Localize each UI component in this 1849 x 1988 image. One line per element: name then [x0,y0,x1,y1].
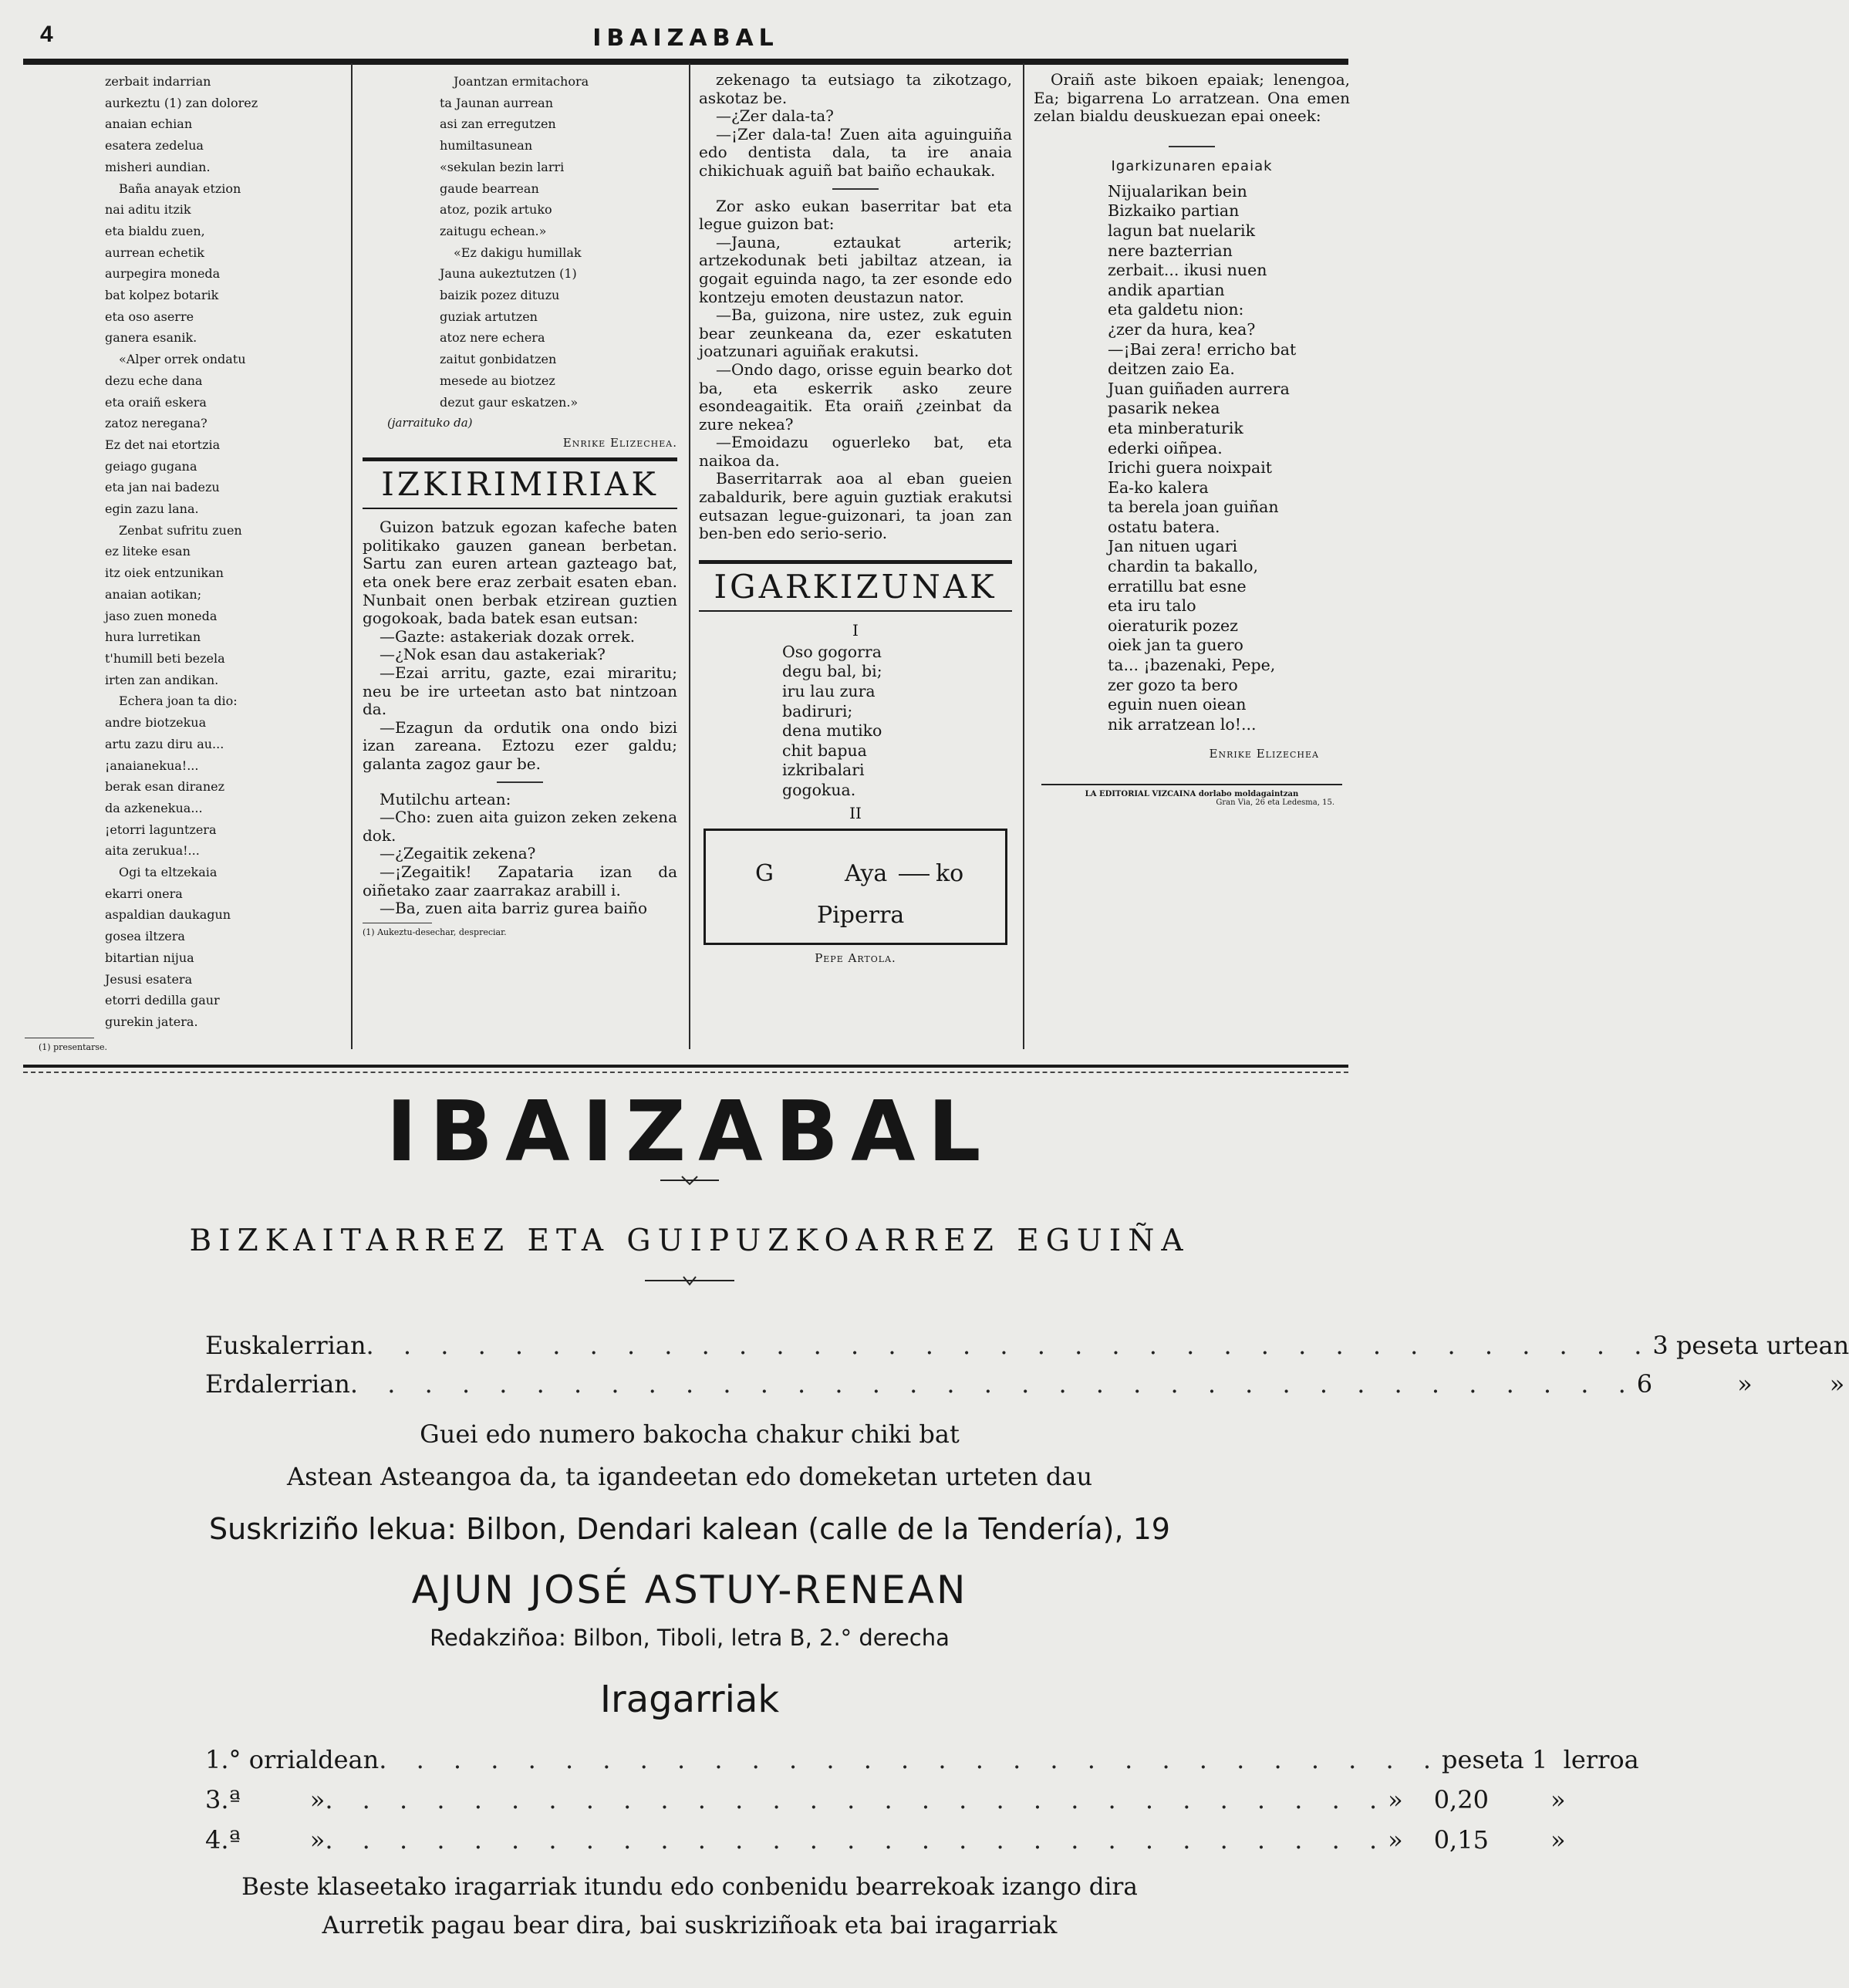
poem-line: aita zerukua!... [105,843,200,859]
poem-line: dezut gaur eskatzen.» [440,394,579,410]
poem-line: berak esan diranez [105,779,225,795]
poem-line: hura lurretikan [105,629,201,645]
leader-dots: . . . . . . . . . . . . . . . . . . . . . . . . . . . . . [325,1825,1388,1855]
dialog-line: —¡Zer dala-ta! Zuen aita aguinguiña edo dentista dala, ta ire anaia chikichuak aguiñ bat baiño echaukak. [699,124,1012,180]
dialog-line: —Emoidazu oguerleko bat, eta naikoa da. [699,433,1012,470]
verse-line: Bizkaiko partian [1108,201,1240,221]
verse-line: —¡Bai zera! erricho bat [1108,339,1297,359]
subscription-address: Suskriziño lekua: Bilbon, Dendari kalean (calle de la Tendería), 19 [209,1512,1170,1546]
poem-line: eta bialdu zuen, [105,223,205,238]
poem-line: mesede au biotzez [440,373,555,388]
ad-rate-value: peseta 1 lerroa [1442,1745,1639,1774]
ads-title: Iragarriak [599,1678,780,1721]
poem-line: Jauna aukeztutzen (1) [440,266,577,282]
verse-line: zer gozo ta bero [1108,675,1238,694]
leader-dots: . . . . . . . . . . . . . . . . . . . . . . . . . . . . . [379,1745,1442,1774]
poem-line: Joantzan ermitachora [454,74,589,89]
poem-line: andre biotzekua [105,715,207,731]
ditto-mark: » [309,1825,326,1855]
footnote: (1) Aukeztu-desechar, despreciar. [363,926,507,937]
paragraph: Baserritarrak aoa al eban gueien zabaldurik, bere aguin guztiak erakutsi eutsazan legue-guizonari, ta joan zan ben-ben edo serio-serio. [699,469,1012,543]
dialog-line: —Ezagun da ordutik ona ondo bizi izan zareana. Eztozu ezer galdu; galanta zagoz gaur be. [363,717,677,773]
column-rule [1023,63,1024,1049]
poem-line: jaso zuen moneda [105,608,218,623]
ad-rate-row [205,1745,1639,1774]
rate-label: Erdalerrian [205,1369,350,1399]
verse-line: erratillu bat esne [1108,576,1247,596]
poem-line: da azkenekua... [105,800,203,815]
poem-line: nai aditu itzik [105,202,191,218]
column-4 [1034,71,1350,807]
ditto-mark: » [1550,1825,1566,1855]
poem-ending [363,71,677,413]
subscription-rates [205,1331,1849,1399]
rebus-dash [899,874,930,876]
ditto-mark: » [309,1785,326,1814]
poem-line: geiago gugana [105,458,197,474]
header-rule [23,59,1348,65]
poem-line: aurpegira moneda [105,266,221,282]
dialog-line: —¿Zer dala-ta? [716,106,834,126]
rebus-piperra: Piperra [817,901,905,929]
verse-line: ederki oiñpea. [1108,438,1223,457]
poem-line: humiltasunean [440,138,533,154]
verse-line: eta iru talo [1108,596,1196,616]
poem-line: zatoz neregana? [105,416,208,431]
poem-line: zaitut gonbidatzen [440,352,557,367]
dialog-line: —Ezai arritu, gazte, ezai miraritu; neu be ire urteetan asto bat nintzoan da. [363,663,677,719]
paragraph: Zor asko eukan baserritar bat eta legue guizon bat: [699,196,1012,234]
column-2 [363,71,677,939]
separator [1169,146,1215,147]
page-number: 4 [40,22,53,47]
riddle-number-2: II [849,803,862,822]
poem-line: egin zazu lana. [105,501,199,517]
poem-continuation [25,71,341,1033]
rebus-g: G [755,859,774,887]
ditto-mark: » [1737,1369,1753,1399]
poem-line: ¡etorri laguntzera [105,822,217,837]
dialog-line: —Ondo dago, orisse eguin bearko dot ba, eta eskerrik asko zeure esondeagaitik. Eta oraiñ ¿zeinbat da zure nekea? [699,359,1012,434]
poem-line: atoz nere echera [440,330,545,346]
ad-rate-value: 0,20 [1433,1785,1489,1814]
ditto-mark: » [1829,1369,1845,1399]
poem-line: misheri aundian. [105,159,211,174]
ad-rate-label: 4.ª [205,1825,241,1855]
verse-line: Juan guiñaden aurrera [1108,379,1290,398]
running-title: IBAIZABAL [592,25,779,52]
masthead-title: IBAIZABAL [386,1084,994,1180]
continues-note: (jarraituko da) [387,416,473,430]
column-rule [351,63,353,1049]
verse-line: oiek jan ta guero [1108,636,1243,655]
poem-line: aurkeztu (1) zan dolorez [105,95,258,110]
ditto-mark: » [1388,1785,1403,1814]
verse-line: nik arratzean lo!... [1108,714,1257,734]
dialog-line: —¡Zegaitik! Zapataria izan da oiñetako zaar zaarrakaz arabill i. [363,862,677,899]
poem-line: bat kolpez botarik [105,288,219,303]
verse-line: Irichi guera noixpait [1108,458,1273,478]
poem-line: irten zan andikan. [105,672,219,687]
paragraph: Mutilchu artean: [380,789,511,808]
poem-line: etorri dedilla gaur [105,993,220,1008]
imprint: LA EDITORIAL VIZCAINA dorlabo moldagaintzan [1085,790,1299,799]
ad-rate-label: 1.° orrialdean [205,1745,380,1774]
publisher-name: AJUN JOSÉ ASTUY-RENEAN [411,1568,968,1612]
dialog-line: —¿Zegaitik zekena? [380,844,536,863]
column-1 [25,71,341,1054]
poem-line: esatera zedelua [105,138,204,154]
imprint-address: Gran Via, 26 eta Ledesma, 15. [1216,798,1334,808]
dialog-line: —Ba, guizona, nire ustez, zuk eguin bear zeunkeana da, ezer eskatuten joatzunari aguiñak erakutsi. [699,305,1012,361]
leader-dots: . . . . . . . . . . . . . . . . . . . . . . . . . . . . . [325,1785,1388,1814]
rate-label: Euskalerrian [205,1331,366,1360]
ad-rate-label: 3.ª [205,1785,241,1814]
verse-line: lagun bat nuelarik [1108,221,1256,240]
riddle-line: Oso gogorra [782,642,882,661]
dialog-line: —Cho: zuen aita guizon zeken zekena dok. [363,808,677,845]
poem-line: «Ez dakigu humillak [454,245,582,260]
poem-line: zerbait indarrian [105,74,211,89]
verse-line: ta berela joan guiñan [1108,498,1279,517]
poem-line: ¡anaianekua!... [105,758,199,773]
poem-line: gurekin jatera. [105,1014,198,1029]
verse-line: ostatu batera. [1108,517,1220,536]
section-rule [23,1065,1348,1068]
verse-line: ¿zer da hura, kea? [1108,319,1256,339]
poem-line: gosea iltzera [105,929,185,944]
poem-line: ta Jaunan aurrean [440,95,553,110]
poem-line: eta oso aserre [105,309,194,324]
leader-dots: . . . . . . . . . . . . . . . . . . . . . . . . . . . . . . . . . . . [349,1369,1637,1399]
dialog-line: —¿Nok esan dau astakeriak? [380,645,606,664]
verse-line: eta galdetu nion: [1108,300,1244,319]
poem-line: Jesusi esatera [105,971,193,987]
poem-line: ez liteke esan [105,544,191,559]
signature: Pepe Artola. [815,950,896,965]
poem-line: artu zazu diru au... [105,736,224,751]
rate-value: 3 peseta urtean [1652,1331,1849,1360]
verdict-subtitle: Igarkizunaren epaiak [1111,157,1273,174]
poem-line: t'humill beti bezela [105,650,225,666]
price-note: Guei edo numero bakocha chakur chiki bat [420,1419,960,1449]
verdict-poem [1034,182,1350,735]
verse-line: Nijualarikan bein [1108,181,1247,201]
poem-line: «Alper orrek ondatu [119,352,246,367]
riddle-1 [699,643,1012,801]
verse-line: ta... ¡bazenaki, Pepe, [1108,656,1276,675]
poem-line: anaian echian [105,116,193,132]
poem-line: Echera joan ta dio: [119,694,238,709]
paragraph: Oraiñ aste bikoen epaiak; lenengoa, Ea; bigarrena Lo arratzean. Ona emen zelan bialdu deuskuezan epai oneek: [1034,70,1350,126]
poem-line: eta oraiñ eskera [105,394,207,410]
ads-payment-note: Aurretik pagau bear dira, bai suskriziñoak eta bai iragarriak [322,1912,1058,1939]
poem-line: dezu eche dana [105,373,203,388]
intro [1034,71,1350,126]
rate-value: 6 [1636,1369,1653,1399]
poem-line: zaitugu echean.» [440,223,547,238]
rate-row [205,1331,1849,1360]
dialog-line: —Ba, zuen aita barriz gurea baiño [380,899,648,918]
anecdotes [363,518,677,917]
paragraph: Guizon batzuk egozan kafeche baten politikako gauzen ganean berbetan. Sartu zan euren artean gazteago bat, eta onek bere eraz zerbait esaten eban. Nunbait onen berbak etzirean guztien gogokoak, bada batek esan eutsan: [363,518,677,628]
poem-line: ekarri onera [105,886,183,901]
poem-line: aspaldian daukagun [105,907,231,923]
poem-line: Ogi ta eltzekaia [119,865,218,880]
riddle-line: chit bapua [782,741,867,760]
verse-line: Ea-ko kalera [1108,478,1209,497]
rebus-ko: ko [936,859,964,887]
riddle-line: gogokua. [782,781,856,799]
ads-note: Beste klaseetako iragarriak itundu edo conbenidu bearrekoak izango dira [241,1873,1138,1901]
dialog-line: —Gazte: astakeriak dozak orrek. [380,626,636,646]
poem-line: anaian aotikan; [105,586,202,602]
ornament [0,1274,1379,1289]
rate-row [205,1369,1845,1399]
verse-line: eguin nuen oiean [1108,695,1247,714]
verse-line: andik apartian [1108,280,1225,299]
poem-line: gaude bearrean [440,181,539,196]
separator [832,188,879,190]
poem-line: bitartian nijua [105,950,194,965]
verse-line: pasarik nekea [1108,399,1220,418]
riddle-line: dena mutiko [782,721,882,741]
section-title-izkirimiriak: IZKIRIMIRIAK [363,457,677,509]
riddle-line: izkribalari [782,761,865,780]
schedule-note: Astean Asteangoa da, ta igandeetan edo domeketan urteten dau [286,1462,1093,1491]
verse-line: eta minberaturik [1108,418,1243,437]
verse-line: oieraturik pozez [1108,616,1238,635]
rebus-puzzle [703,829,1007,945]
page-header [23,22,1348,56]
riddle-line: badiruri; [782,701,853,721]
verse-line: zerbait... ikusi nuen [1108,261,1267,280]
riddle-number-1: I [852,620,859,640]
ad-rate-row [205,1785,1566,1814]
section-rule-dashed [23,1072,1348,1073]
poem-line: Zenbat sufritu zuen [119,522,242,538]
verse-line: chardin ta bakallo, [1108,557,1259,576]
dialog-line: zekenago ta eutsiago ta zikotzago, askotaz be. [699,70,1012,107]
verse-line: nere bazterrian [1108,241,1233,260]
verse-line: deitzen zaio Ea. [1108,359,1235,379]
ornament [0,1174,1379,1189]
poem-line: «sekulan bezin larri [440,159,565,174]
riddle-line: degu bal, bi; [782,662,882,681]
separator [497,781,543,783]
column-rule [689,63,690,1049]
ad-rate-row [205,1825,1566,1855]
poem-line: Baña anayak etzion [119,181,241,196]
rebus-aya: Aya [845,859,888,887]
verse-line: Jan nituen ugari [1108,537,1238,556]
poem-line: aurrean echetik [105,245,204,260]
dialog-line: —Jauna, eztaukat arterik; artzekodunak beti jabiltaz atzean, ia gogait eguinda nago, ta zer esonde edo kontzeju emoten deustazun nator. [699,232,1012,306]
poem-line: asi zan erregutzen [440,116,556,132]
section-title-igarkizunak: IGARKIZUNAK [699,560,1012,612]
poem-line: Ez det nai etortzia [105,437,221,452]
poem-line: itz oiek entzunikan [105,565,224,581]
poem-line: guziak artutzen [440,309,538,324]
ditto-mark: » [1550,1785,1566,1814]
poem-line: ganera esanik. [105,330,197,346]
poem-line: eta jan nai badezu [105,480,220,495]
footnote: (1) presentarse. [39,1041,108,1052]
masthead-subtitle: BIZKAITARREZ ETA GUIPUZKOARREZ EGUIÑA [189,1224,1190,1258]
riddle-line: iru lau zura [782,682,876,701]
poem-line: baizik pozez dituzu [440,288,560,303]
poem-line: atoz, pozik artuko [440,202,552,218]
imprint-rule [1041,784,1342,785]
signature: Enrike Elizechea. [562,436,677,451]
editorial-address: Redakziñoa: Bilbon, Tiboli, letra B, 2.° derecha [430,1625,950,1651]
ad-rate-value: 0,15 [1433,1825,1489,1855]
ditto-mark: » [1388,1825,1403,1855]
leader-dots: . . . . . . . . . . . . . . . . . . . . . . . . . . . . . . . . . . . [366,1331,1653,1360]
column-3 [699,71,1012,965]
signature: Enrike Elizechea [1209,747,1319,761]
ad-rates [205,1745,1639,1855]
